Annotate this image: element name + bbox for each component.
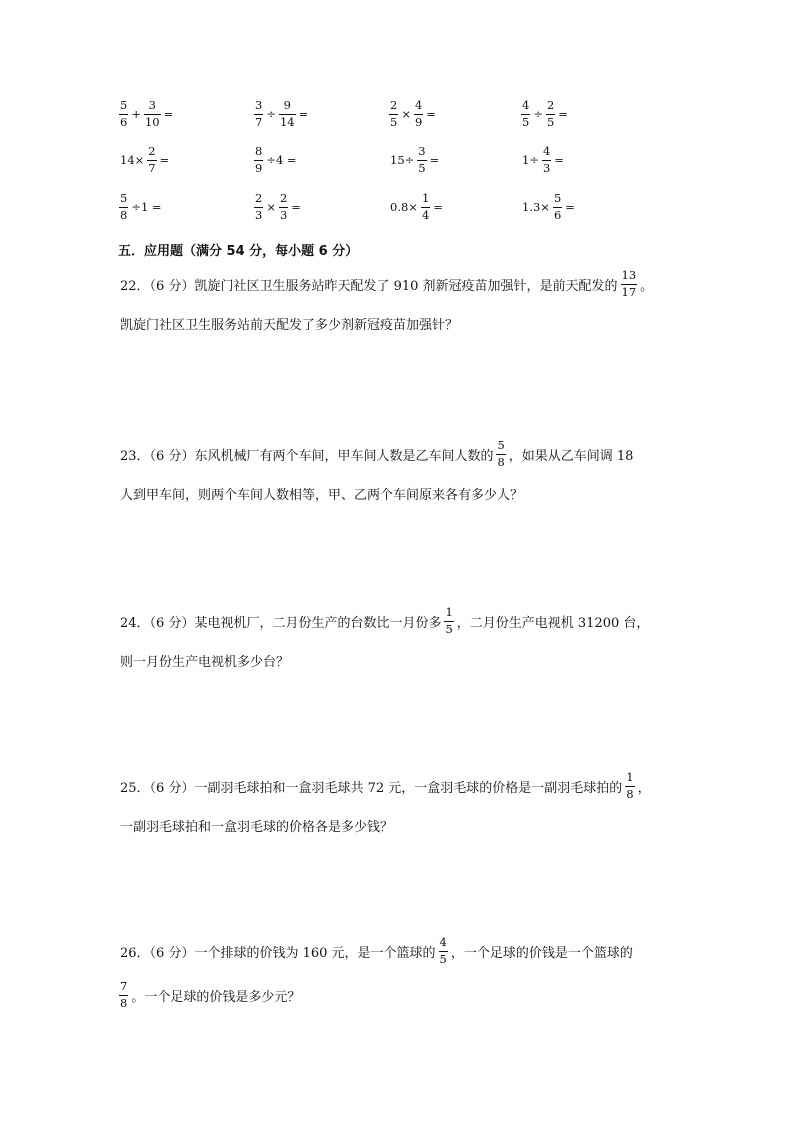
denominator: 4: [421, 207, 430, 222]
text-run: ÷1 =: [131, 200, 162, 214]
fraction: [389, 100, 398, 128]
fraction: [119, 981, 128, 1009]
fraction: [279, 100, 296, 128]
denominator: 5: [522, 114, 530, 129]
denominator: 8: [120, 995, 128, 1010]
denominator: 5: [418, 160, 426, 175]
question-line-1: [118, 440, 635, 468]
text-run: 。: [640, 278, 654, 294]
denominator: 5: [439, 951, 447, 966]
denominator: 7: [255, 114, 263, 129]
denominator: 10: [144, 114, 160, 129]
denominator: 7: [148, 160, 156, 175]
denominator: 3: [255, 207, 263, 222]
fraction: [119, 193, 128, 221]
text-run: 22．（6 分）凯旋门社区卫生服务站昨天配发了 910 剂新冠疫苗加强针，是前天配发的: [120, 278, 618, 294]
denominator: 5: [390, 114, 398, 129]
text-run: 则一月份生产电视机多少台？: [120, 655, 290, 670]
fraction: [553, 193, 562, 221]
denominator: 14: [279, 114, 295, 129]
calc-expression: [520, 100, 570, 128]
question-line-1: [118, 270, 655, 298]
numerator: 2: [546, 98, 555, 112]
numerator: 3: [418, 144, 426, 158]
question-line-1: [118, 772, 653, 800]
fraction: [546, 100, 555, 128]
question-line-1: [118, 607, 651, 635]
numerator: 2: [148, 144, 156, 158]
text-run: ÷: [533, 107, 543, 121]
text-run: 14×: [120, 153, 145, 167]
denominator: 6: [120, 114, 128, 129]
text-run: =: [558, 107, 568, 121]
text-run: =: [565, 200, 575, 214]
denominator: 6: [553, 207, 562, 222]
text-run: ÷: [266, 107, 276, 121]
denominator: 3: [542, 160, 551, 175]
text-run: ，二月份生产电视机 31200 台，: [456, 615, 650, 631]
fraction: [144, 100, 161, 128]
text-run: =: [159, 153, 170, 167]
text-run: 1.3×: [522, 200, 550, 214]
text-run: =: [554, 153, 564, 167]
denominator: 8: [120, 207, 128, 222]
denominator: 8: [497, 454, 505, 469]
fraction: [254, 146, 263, 174]
text-run: =: [429, 153, 440, 167]
fraction: [439, 937, 448, 965]
calc-expression: [118, 100, 175, 128]
numerator: 4: [542, 144, 551, 158]
text-run: +: [131, 107, 141, 121]
fraction: [254, 100, 263, 128]
text-run: 凯旋门社区卫生服务站前天配发了多少剂新冠疫苗加强针？: [120, 318, 459, 333]
numerator: 2: [255, 191, 263, 205]
fraction: [147, 146, 156, 174]
text-run: ，一个足球的价钱是一个篮球的: [450, 945, 633, 961]
numerator: 5: [120, 98, 128, 112]
fraction: [421, 193, 430, 221]
section-heading: 五．应用题（满分 54 分，每小题 6 分）: [118, 244, 359, 259]
calc-expression: [253, 146, 299, 174]
numerator: 4: [414, 98, 423, 112]
text-run: 。一个足球的价钱是多少元？: [131, 989, 301, 1005]
text-run: =: [298, 107, 309, 121]
text-run: 一副羽毛球拍和一盒羽毛球的价格各是多少钱？: [120, 820, 394, 835]
text-run: ×: [401, 107, 411, 121]
text-run: =: [291, 200, 301, 214]
text-run: ÷4 =: [266, 153, 297, 167]
text-run: 26．（6 分）一个排球的价钱为 160 元，是一个篮球的: [120, 945, 436, 961]
fraction: [625, 772, 634, 800]
numerator: 5: [553, 191, 562, 205]
denominator: 3: [279, 207, 288, 222]
fraction: [621, 270, 638, 298]
text-run: =: [426, 107, 436, 121]
numerator: 1: [421, 191, 430, 205]
numerator: 2: [390, 98, 398, 112]
numerator: 7: [120, 979, 128, 993]
numerator: 1: [626, 770, 634, 784]
text-run: 23．（6 分）东风机械厂有两个车间，甲车间人数是乙车间人数的: [120, 448, 494, 464]
question-line-2: [118, 484, 525, 503]
calc-expression: [520, 146, 566, 174]
text-run: ×: [266, 200, 276, 214]
text-run: 0.8×: [390, 200, 418, 214]
text-run: 人到甲车间，则两个车间人数相等，甲、乙两个车间原来各有多少人？: [120, 488, 524, 503]
numerator: 4: [522, 98, 530, 112]
denominator: 5: [546, 114, 555, 129]
text-run: =: [433, 200, 443, 214]
denominator: 9: [255, 160, 263, 175]
question-line-2: [118, 816, 395, 835]
denominator: 9: [414, 114, 423, 129]
calc-expression: [118, 193, 164, 221]
fraction: [521, 100, 530, 128]
numerator: 1: [445, 605, 453, 619]
fraction: [444, 607, 453, 635]
question-line-2: [118, 314, 460, 333]
denominator: 17: [621, 284, 637, 299]
numerator: 5: [120, 191, 128, 205]
fraction: [414, 100, 423, 128]
text-run: 15÷: [390, 153, 415, 167]
calc-expression: [388, 100, 438, 128]
calc-expression: [118, 146, 171, 174]
text-run: ，: [637, 780, 651, 796]
numerator: 13: [621, 268, 637, 282]
fraction: [279, 193, 288, 221]
fraction: [542, 146, 551, 174]
fraction: [254, 193, 263, 221]
numerator: 3: [148, 98, 156, 112]
question-line-2: [118, 981, 302, 1009]
text-run: =: [163, 107, 174, 121]
fraction: [119, 100, 128, 128]
denominator: 8: [626, 786, 634, 801]
numerator: 3: [255, 98, 263, 112]
numerator: 2: [279, 191, 288, 205]
question-line-2: [118, 651, 291, 670]
text-run: 25．（6 分）一副羽毛球拍和一盒羽毛球共 72 元，一盒羽毛球的价格是一副羽毛球拍的: [120, 780, 623, 796]
fraction: [417, 146, 426, 174]
text-run: ，如果从乙车间调 18: [508, 448, 634, 464]
calc-expression: [388, 146, 441, 174]
text-run: 1÷: [522, 153, 539, 167]
numerator: 5: [497, 438, 505, 452]
calc-expression: [253, 100, 310, 128]
numerator: 9: [283, 98, 291, 112]
question-line-1: [118, 937, 635, 965]
calc-expression: [253, 193, 303, 221]
denominator: 5: [445, 621, 453, 636]
text-run: 24．（6 分）某电视机厂，二月份生产的台数比一月份多: [120, 615, 442, 631]
numerator: 8: [255, 144, 263, 158]
numerator: 4: [439, 935, 447, 949]
fraction: [496, 440, 505, 468]
calc-expression: [388, 193, 445, 221]
calc-expression: [520, 193, 577, 221]
